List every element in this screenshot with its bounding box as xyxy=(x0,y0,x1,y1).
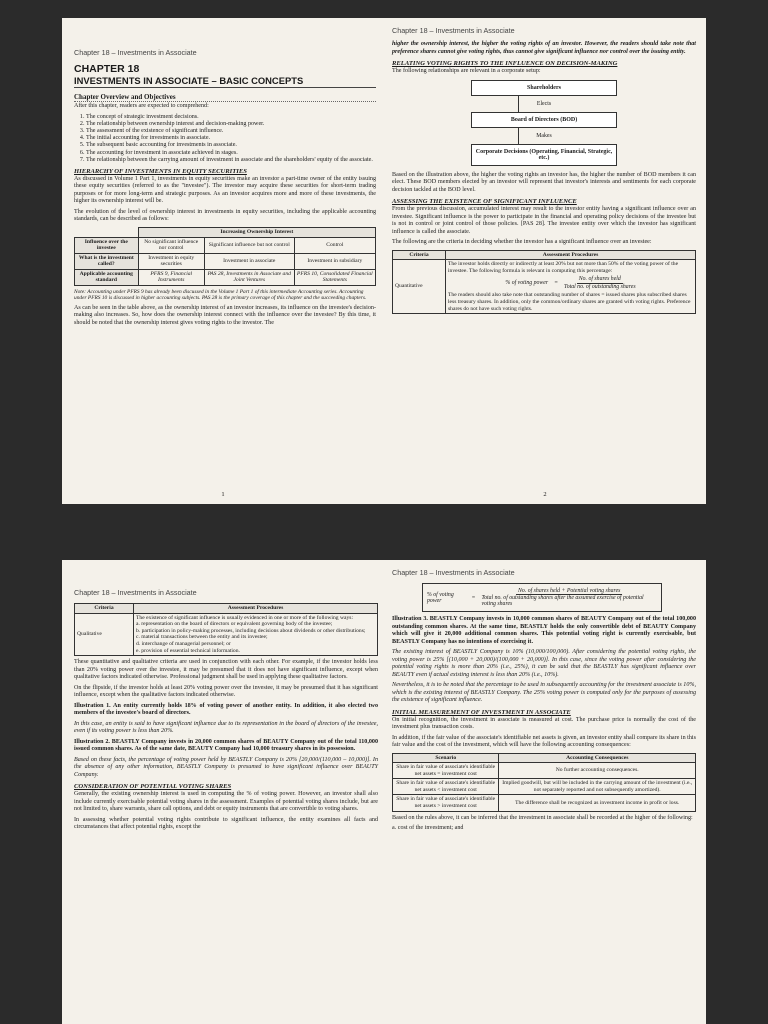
voting-power-formula: % of voting power = $\frac{\text{No. of shares held}}{\text{Total no. of outstanding shares}}$ xyxy=(505,276,636,290)
list-item: e. provision of essential technical information. xyxy=(136,647,240,654)
table-row: Share in fair value of associate's identifiable net assets > investment cost The difference shall be recognized as investment income in profit or loss. xyxy=(393,795,696,811)
opening-paragraph: higher the ownership interest, the higher the voting rights of an investor. However, the readers should take note that preference shares cannot give voting rights, thus cannot give significant influence nor control over the issuing entity. xyxy=(392,41,696,55)
scenario-table: Scenario Accounting Consequences Share in fair value of associate's identifiable net assets = investment cost No further accounting consequences. Share in fair value of associate's identifiable net assets < investment cost Implied goodwill, but will be included in the carrying amount of the investment (i.e., not separately reported and not subsequently amortized). Share in fair value of associate's identifiable net assets > investment cost The difference shall be recognized as investment income in profit or loss. xyxy=(392,753,696,812)
illustration-1-answer: In this case, an entity is said to have significant influence due to its representation in the board of directors of the investee, even if its voting power is less than 20%. xyxy=(74,720,378,735)
objectives-list xyxy=(74,114,376,164)
closing-paragraph: Based on the rules above, it can be inferred that the investment in associate shall be recorded at the higher of the following: xyxy=(392,814,693,821)
illustration-3: Illustration 3. BEASTLY Company invests in 10,000 common shares of BEAUTY Company out of the total 100,000 outstanding common shares. At the same time, BEASTLY holds the only convertible debt of BEAUTY Company which will give it 20,000 additional common shares. This potential voting right is currently exercisable, but BEASTLY Company has no intentions of exercising it. xyxy=(392,616,696,645)
decisions-box: Corporate Decisions (Operating, Financial, Strategic, etc.) xyxy=(471,144,617,166)
page-1 xyxy=(62,18,384,504)
table-row: Applicable accounting standard PFRS 9, Financial Instruments PAS 28, Investments in Associate and Joint Ventures PFRS 10, Consolidated Financial Statements xyxy=(75,269,376,285)
illustration-3-note: Nevertheless, it is to be noted that the percentage to be used in subsequently accounting for the investment associate is 10%, which is the existing interest of BEASTLY Company. The 25% voting power is computed only for the purposes of assessing the existence of significant influence. xyxy=(392,682,696,703)
list-item: 2. The relationship between ownership interest and decision-making power. xyxy=(86,121,376,128)
ownership-table xyxy=(74,227,376,286)
assessing-heading: ASSESSING THE EXISTENCE OF SIGNIFICANT INFLUENCE xyxy=(392,198,577,205)
bod-box: Board of Directors (BOD) xyxy=(471,112,617,128)
fair-value-paragraph: In addition, if the fair value of the associate's identifiable net assets is given, an investor entity shall compare its share in this fair value and the cost of the investment, which will have the following accounting consequences: xyxy=(392,734,696,748)
elects-arrow: Elects xyxy=(474,96,614,112)
chapter-title: INVESTMENTS IN ASSOCIATE – BASIC CONCEPTS xyxy=(74,75,376,88)
list-item: a. cost of the investment; and xyxy=(392,825,464,832)
list-item: 6. The accounting for investment in associate achieved in stages. xyxy=(86,150,376,157)
potential-voting-formula: % of voting power = No. of shares held + Potential voting shares Total no. of outstanding shares after the assumed exercise of potential voting shares xyxy=(422,583,662,612)
list-item: 4. The initial accounting for investments in associate. xyxy=(86,135,376,142)
criteria-table: Criteria Assessment Procedures Quantitative The investor holds directly or indirectly at least 20% but not more than 50% of the voting power of the investee. The following formula is relevant in computing this percentage: % of voting power = $\frac{\text{No. of shares held}}{\text{Total no. of outstanding shares}}$ The readers should also take note that outstanding number of shares = issued shares plus subscribed shares less treasury shares. In addition, only the common/ordinary shares are granted with voting rights. Preference shares do not have such voting rights. xyxy=(392,250,696,315)
running-header: Chapter 18 – Investments in Associate xyxy=(74,588,197,597)
list-item: b. participation in policy-making processes, including decisions about dividends or other distributions; xyxy=(136,627,366,634)
list-item: a. representation on the board of directors or equivalent governing body of the investee; xyxy=(136,621,333,628)
illustration-1: Illustration 1. An entity currently holds 18% of voting power of another entity. In addition, it also elected two members of the investee's board of directors. xyxy=(74,702,378,717)
table-row: What is the investment called? Investment in equity securities Investment in associate Investment in subsidiary xyxy=(75,253,376,269)
closing-paragraph: In assessing whether potential voting rights contribute to significant influence, the entity examines all facts and circumstances that affect potential rights, except the xyxy=(74,816,378,831)
hierarchy-paragraph: As discussed in Volume 1 Part 1, investments in equity securities make an investor a part-time owner of the entity issuing these equity securities (referred to as the "investee"). The investor may acquire these securities for short-term trading purposes or for more long-term and strategic purposes. As an investor acquires more and more of these investments, the higher its ownership interest will be. xyxy=(74,175,376,205)
shareholders-box: Shareholders xyxy=(471,80,617,96)
overview-heading: Chapter Overview and Objectives xyxy=(74,93,376,102)
relating-intro: The following relationships are relevant in a corporate setup: xyxy=(392,68,541,74)
page-4 xyxy=(384,560,706,1024)
table-row: Qualitative The existence of significant influence is usually evidenced in one or more of the following ways: a. representation on the board of directors or equivalent governing body of the investee; b. participation in policy-making processes, including decisions about dividends or other distributions; c. material transactions between the entity and its investee; d. interchange of managerial personnel; or e. provision of essential technical information. xyxy=(75,613,378,656)
table-row: Influence over the investee No significant influence nor control Significant influence but not control Control xyxy=(75,237,376,253)
list-item: 7. The relationship between the carrying amount of investment in associate and the shareholders' equity of the associate. xyxy=(86,157,376,164)
makes-arrow: Makes xyxy=(474,128,614,144)
criteria-paragraph: These quantitative and qualitative criteria are used in conjunction with each other. For example, if the investor holds less than 20% voting power over the investee, it may be presumed that it does not have significant influence, except when qualitative factors indicated otherwise. Professional judgment shall be used in applying these qualitative factors. xyxy=(74,659,378,681)
relating-heading: RELATING VOTING RIGHTS TO THE INFLUENCE ON DECISION-MAKING xyxy=(392,60,618,67)
page-number: 2 xyxy=(543,491,547,498)
potential-voting-heading: CONSIDERATION OF POTENTIAL VOTING SHARES xyxy=(74,783,232,791)
flipside-paragraph: On the flipside, if the investor holds at least 20% voting power over the investee, it may be presumed that it has significant influence, except when the qualitative factors indicated otherwise. xyxy=(74,684,378,699)
page-3 xyxy=(62,560,384,1024)
qualitative-table: Criteria Assessment Procedures Qualitative The existence of significant influence is usually evidenced in one or more of the following ways: a. representation on the board of directors or equivalent governing body of the investee; b. participation in policy-making processes, including decisions about dividends or other distributions; c. material transactions between the entity and its investee; d. interchange of managerial personnel; or e. provision of essential technical information. xyxy=(74,603,378,656)
org-diagram xyxy=(392,80,696,166)
running-header: Chapter 18 – Investments in Associate xyxy=(74,48,197,57)
page-2 xyxy=(384,18,706,504)
illustration-3-answer: The existing interest of BEASTLY Company is 10% (10,000/100,000). After considering the potential voting rights, the voting power is 25% [(10,000 + 20,000)/(100,000 + 20,000)]. In this case, since the voting power after considering the potential voting rights is more than 20% (i.e., 25%), it can be said that the BEASTLY has significant influence over BEAUTY even if actual existing interest is less than 20% (i.e., 10%). xyxy=(392,649,696,678)
objectives-intro: After this chapter, readers are expected to comprehend: xyxy=(74,103,209,109)
table-note: Note: Accounting under PFRS 9 has already been discussed in the Volume 1 Part 1 of this intermediate Accounting series. Accounting under PFRS 10 is discussed in higher accounting subjects. PAS 28 is the primary coverage of this chapter and the succeeding chapters. xyxy=(74,289,367,302)
list-item: c. material transactions between the entity and its investee; xyxy=(136,634,268,641)
table-row: Quantitative The investor holds directly or indirectly at least 20% but not more than 50% of the voting power of the investee. The following formula is relevant in computing this percentage: % of voting power = $\frac{\text{No. of shares held}}{\text{Total no. of outstanding shares}}$ The readers should also take note that outstanding number of shares = issued shares plus subscribed shares less treasury shares. In addition, only the common/ordinary shares are granted with voting rights. Preference shares do not have such voting rights. xyxy=(393,260,696,314)
list-item: 1. The concept of strategic investment decisions. xyxy=(86,114,376,121)
list-item: 3. The assessment of the existence of significant influence. xyxy=(86,128,376,135)
page-number: 1 xyxy=(221,491,225,498)
hierarchy-paragraph-2: The evolution of the level of ownership interest in investments in equity securities, including the applicable accounting standards, can be described as follows: xyxy=(74,208,376,223)
closing-paragraph: As can be seen in the table above, as the ownership interest of an investor increases, its influence on the investee's decision-making also increases. So, how does the ownership interest connect with the influence over the investee? By this time, it should be noted that the ownership interest gives voting rights to the investor. The xyxy=(74,304,376,326)
running-header: Chapter 18 – Investments in Associate xyxy=(392,26,515,35)
list-item: 5. The subsequent basic accounting for investments in associate. xyxy=(86,142,376,149)
table-row: Share in fair value of associate's identifiable net assets = investment cost No further accounting consequences. xyxy=(393,763,696,779)
table-row: Share in fair value of associate's identifiable net assets < investment cost Implied goodwill, but will be included in the carrying amount of the investment (i.e., not separately reported and not subsequently amortized). xyxy=(393,779,696,795)
criteria-intro: The following are the criteria in deciding whether the investor has a significant influence over an investee: xyxy=(392,239,652,245)
assessing-paragraph: From the previous discussion, accumulated interest may result to the investor entity having a significant influence over an investee. Significant influence is the power to participate in the financial and operating policy decisions of the investee but is not in control or joint control of those policies. [PAS 28]. The investee entity over which the investor has significant influence is called the associate. xyxy=(392,206,696,235)
illustration-2: Illustration 2. BEASTLY Company invests in 20,000 common shares of BEAUTY Company out of the total 110,000 issued common shares. As of the same date, BEAUTY Company had 10,000 treasury shares in its possession. xyxy=(74,738,378,753)
hierarchy-heading: HIERARCHY OF INVESTMENTS IN EQUITY SECURITIES xyxy=(74,167,247,175)
initial-measurement-paragraph: On initial recognition, the investment in associate is measured at cost. The purchase price is normally the cost of the investment plus transaction costs. xyxy=(392,716,696,730)
initial-measurement-heading: INITIAL MEASUREMENT OF INVESTMENT IN ASSOCIATE xyxy=(392,708,571,716)
chapter-number: CHAPTER 18 xyxy=(74,63,140,75)
potential-voting-paragraph: Generally, the existing ownership interest is used in computing the % of voting power. However, an investor shall also include currently exercisable potential voting shares in the assessment. Examples of potential voting shares include, but are not limited to, share warrants, share call options, and debt or equity instruments that are convertible to voting shares. xyxy=(74,791,378,813)
running-header: Chapter 18 – Investments in Associate xyxy=(392,568,515,577)
list-item: d. interchange of managerial personnel; or xyxy=(136,640,231,647)
illustration-paragraph: Based on the illustration above, the higher the voting rights an investor has, the higher the number of BOD members it can elect. These BOD members elected by an investor will represent that investor's interests and sentiments for each corporate decision tackled at the BOD level. xyxy=(392,171,696,193)
table-top-header: Increasing Ownership Interest xyxy=(138,227,375,237)
illustration-2-answer: Based on these facts, the percentage of voting power held by BEASTLY Company is 20% [20,000/(110,000 – 10,000)]. In the absence of any other information, BEASTLY Company is presumed to have significant influence over BEAUTY Company. xyxy=(74,756,378,778)
